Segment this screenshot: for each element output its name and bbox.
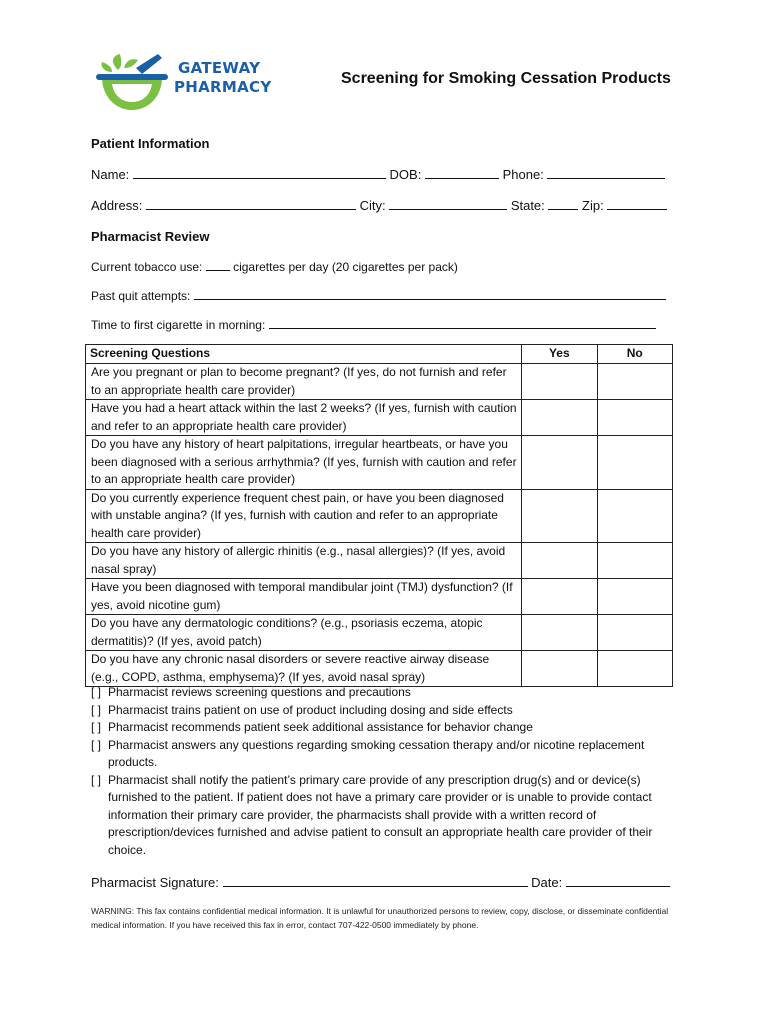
tobacco-field[interactable] (206, 259, 230, 271)
dob-field[interactable] (425, 167, 499, 179)
checklist-item (91, 719, 691, 737)
table-row (86, 579, 673, 615)
zip-field[interactable] (607, 198, 667, 210)
no-checkbox-cell[interactable] (597, 651, 672, 687)
gateway-pharmacy-logo (92, 50, 282, 120)
checklist-text: Pharmacist trains patient on use of product including dosing and side effects (108, 702, 513, 717)
quit-field[interactable] (194, 288, 666, 300)
no-checkbox-cell[interactable] (597, 489, 672, 543)
table-row (86, 615, 673, 651)
address-field[interactable] (146, 198, 356, 210)
no-checkbox-cell[interactable] (597, 615, 672, 651)
screening-table (85, 344, 673, 687)
checkbox[interactable]: [ ] (91, 702, 102, 717)
no-checkbox-cell[interactable] (597, 579, 672, 615)
no-checkbox-cell[interactable] (597, 543, 672, 579)
name-label: Name: (91, 167, 130, 182)
quit-attempts-row (91, 288, 666, 303)
table-row (86, 364, 673, 400)
no-checkbox-cell[interactable] (597, 400, 672, 436)
signature-label: Pharmacist Signature: (91, 875, 219, 890)
state-field[interactable] (548, 198, 578, 210)
table-row (86, 489, 673, 543)
tobacco-label: Current tobacco use: (91, 260, 203, 274)
header-yes: Yes (522, 345, 597, 364)
patient-info-heading: Patient Information (91, 136, 210, 151)
date-field[interactable] (566, 875, 670, 887)
first-cigarette-field[interactable] (269, 317, 656, 329)
yes-checkbox-cell[interactable] (522, 436, 597, 490)
checklist-text: Pharmacist shall notify the patient’s primary care provide of any prescription drug(s) and or device(s) furnished to the patient. If patient does not have a primary care provider or is unable to provide contact information their primary care provider, the pharmacists shall provide with a written record of prescription/devices furnished and advise patient to consult an appropriate health care provider of their choice. (108, 772, 653, 857)
city-label: City: (359, 198, 386, 213)
date-label: Date: (531, 875, 563, 890)
checkbox[interactable]: [ ] (91, 737, 102, 752)
checkbox[interactable]: [ ] (91, 772, 102, 787)
checklist-item (91, 737, 691, 772)
checkbox[interactable]: [ ] (91, 720, 102, 734)
header-no: No (597, 345, 672, 364)
fax-warning: WARNING: This fax contains confidential medical information. It is unlawful for unauthorized persons to review, copy, disclose, or disseminate confidential medical information. If you have received this fax in error, contact 707-422-0500 immediately by phone. (91, 906, 669, 930)
question-cell: Do you have any dermatologic conditions? (e.g., psoriasis eczema, atopic dermatitis)? (If yes, avoid patch) (86, 615, 522, 651)
phone-label: Phone: (502, 167, 544, 182)
address-label: Address: (91, 198, 143, 213)
phone-field[interactable] (547, 167, 665, 179)
quit-label: Past quit attempts: (91, 289, 191, 303)
question-cell: Have you been diagnosed with temporal mandibular joint (TMJ) dysfunction? (If yes, avoid nicotine gum) (86, 579, 522, 615)
checklist-item (91, 702, 691, 720)
logo-wordmark (174, 59, 272, 97)
question-cell: Have you had a heart attack within the last 2 weeks? (If yes, furnish with caution and refer to an appropriate health care provider) (86, 400, 522, 436)
yes-checkbox-cell[interactable] (522, 579, 597, 615)
table-row (86, 436, 673, 490)
yes-checkbox-cell[interactable] (522, 364, 597, 400)
yes-checkbox-cell[interactable] (522, 615, 597, 651)
question-cell: Do you currently experience frequent chest pain, or have you been diagnosed with unstable angina? (If yes, furnish with caution and refer to an appropriate health care provider) (86, 489, 522, 543)
signature-row (91, 875, 670, 890)
yes-checkbox-cell[interactable] (522, 543, 597, 579)
yes-checkbox-cell[interactable] (522, 651, 597, 687)
checkbox[interactable]: [ ] (91, 685, 102, 699)
checklist-item (91, 772, 691, 860)
pharmacist-checklist (91, 684, 691, 859)
address-row (91, 198, 667, 213)
pharmacist-review-heading: Pharmacist Review (91, 229, 210, 244)
table-row (86, 651, 673, 687)
question-cell: Do you have any history of allergic rhinitis (e.g., nasal allergies)? (If yes, avoid nasal spray) (86, 543, 522, 579)
zip-label: Zip: (582, 198, 604, 213)
name-field[interactable] (133, 167, 386, 179)
checklist-text: Pharmacist reviews screening questions and precautions (108, 685, 411, 699)
logo-line-1: GATEWAY (178, 59, 261, 77)
checklist-text: Pharmacist answers any questions regarding smoking cessation therapy and/or nicotine replacement products. (108, 737, 645, 769)
question-cell: Are you pregnant or plan to become pregnant? (If yes, do not furnish and refer to an appropriate health care provider) (86, 364, 522, 400)
question-cell: Do you have any chronic nasal disorders or severe reactive airway disease (e.g., COPD, asthma, emphysema)? (If yes, avoid nasal spray) (86, 651, 522, 687)
city-field[interactable] (389, 198, 507, 210)
no-checkbox-cell[interactable] (597, 364, 672, 400)
question-cell: Do you have any history of heart palpitations, irregular heartbeats, or have you been diagnosed with a serious arrhythmia? (If yes, furnish with caution and refer to an appropriate health care provider) (86, 436, 522, 490)
checklist-text: Pharmacist recommends patient seek additional assistance for behavior change (108, 720, 533, 734)
name-dob-phone-row (91, 167, 665, 182)
tobacco-use-row (91, 259, 458, 274)
table-header-row (86, 345, 673, 364)
first-cigarette-row (91, 317, 656, 332)
dob-label: DOB: (389, 167, 422, 182)
header-questions: Screening Questions (86, 345, 522, 364)
table-row (86, 400, 673, 436)
tobacco-suffix: cigarettes per day (20 cigarettes per pack) (233, 260, 458, 274)
signature-field[interactable] (223, 875, 528, 887)
yes-checkbox-cell[interactable] (522, 489, 597, 543)
no-checkbox-cell[interactable] (597, 436, 672, 490)
checklist-item (91, 684, 691, 702)
first-cigarette-label: Time to first cigarette in morning: (91, 318, 266, 332)
logo-line-2: PHARMACY (174, 78, 272, 96)
form-title: Screening for Smoking Cessation Products (341, 70, 671, 87)
state-label: State: (510, 198, 545, 213)
mortar-pestle-icon (92, 50, 172, 116)
table-row (86, 543, 673, 579)
yes-checkbox-cell[interactable] (522, 400, 597, 436)
